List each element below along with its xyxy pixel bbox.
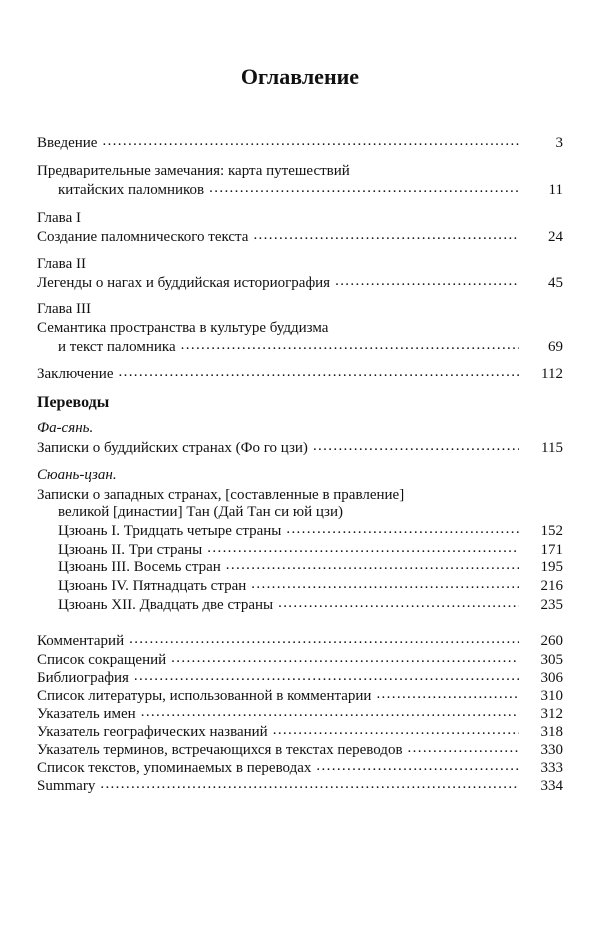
dot-leader xyxy=(316,757,519,776)
dot-leader xyxy=(278,594,519,613)
dot-leader xyxy=(100,775,519,794)
dot-leader xyxy=(226,556,519,575)
toc-entry-label: Заключение xyxy=(37,366,114,382)
author-faxian: Фа-сянь. xyxy=(37,420,94,436)
toc-entry-label: Введение xyxy=(37,135,98,151)
dot-leader xyxy=(209,179,519,198)
toc-entry-page: 216 xyxy=(540,578,563,594)
toc-entry-label: Цзюань II. Три страны xyxy=(58,542,203,558)
dot-leader xyxy=(141,703,519,722)
toc-entry-label: Summary xyxy=(37,778,96,794)
author-xuanzang: Сюань-цзан. xyxy=(37,467,117,483)
toc-entry-juan[interactable] xyxy=(58,596,563,615)
toc-entry-ch3[interactable] xyxy=(58,338,563,357)
toc-entry-label: Цзюань IV. Пятнадцать стран xyxy=(58,578,247,594)
chapter-heading-1: Глава I xyxy=(37,210,81,226)
dot-leader xyxy=(119,363,520,382)
toc-entry-back[interactable] xyxy=(37,777,563,796)
toc-entry-page: 318 xyxy=(540,724,563,740)
dot-leader xyxy=(134,667,519,686)
toc-entry-ch3-line1: Семантика пространства в культуре буддизма xyxy=(37,320,329,336)
toc-entry-page: 152 xyxy=(540,523,563,539)
chapter-heading-2: Глава II xyxy=(37,256,86,272)
dot-leader xyxy=(181,336,519,355)
toc-entry-label: китайских паломников xyxy=(58,182,205,198)
toc-entry-page: 330 xyxy=(540,742,563,758)
toc-entry-page: 112 xyxy=(541,366,563,382)
toc-entry-label: Комментарий xyxy=(37,633,125,649)
toc-entry-page: 195 xyxy=(540,559,563,575)
toc-entry-page: 305 xyxy=(540,652,563,668)
toc-entry-page: 24 xyxy=(548,229,563,245)
toc-entry-conclusion[interactable] xyxy=(37,365,563,384)
toc-entry-page: 260 xyxy=(540,633,563,649)
toc-entry-page: 3 xyxy=(555,135,563,151)
toc-entry-label: Цзюань I. Тридцать четыре страны xyxy=(58,523,282,539)
toc-entry-page: 115 xyxy=(541,440,563,456)
dot-leader xyxy=(102,132,519,151)
toc-entry-ch2[interactable] xyxy=(37,274,563,293)
dot-leader xyxy=(408,739,519,758)
toc-entry-faxian[interactable] xyxy=(37,439,563,458)
toc-entry-label: Легенды о нагах и буддийская историография xyxy=(37,275,331,291)
dot-leader xyxy=(376,685,519,704)
toc-entry-label: Указатель терминов, встречающихся в текстах переводов xyxy=(37,742,403,758)
xuanzang-title-line2: великой [династии] Тан (Дай Тан си юй цзи) xyxy=(58,504,344,520)
toc-entry-page: 334 xyxy=(540,778,563,794)
toc-entry-label: Цзюань XII. Двадцать две страны xyxy=(58,597,274,613)
section-heading-translations: Переводы xyxy=(37,394,110,411)
toc-entry-page: 171 xyxy=(540,542,563,558)
toc-entry-page: 45 xyxy=(548,275,563,291)
toc-entry-label: Цзюань III. Восемь стран xyxy=(58,559,221,575)
toc-entry-page: 235 xyxy=(540,597,563,613)
toc-entry-page: 333 xyxy=(540,760,563,776)
toc-entry-prelim-line1: Предварительные замечания: карта путешествий xyxy=(37,163,350,179)
dot-leader xyxy=(286,520,519,539)
toc-entry-label: Список сокращений xyxy=(37,652,167,668)
dot-leader xyxy=(251,575,519,594)
toc-entry-label: Указатель имен xyxy=(37,706,136,722)
toc-entry-label: Список текстов, упоминаемых в переводах xyxy=(37,760,312,776)
toc-entry-page: 69 xyxy=(548,339,563,355)
toc-entry-page: 312 xyxy=(540,706,563,722)
toc-entry-label: Список литературы, использованной в комментарии xyxy=(37,688,372,704)
toc-entry-label: Создание паломнического текста xyxy=(37,229,249,245)
toc-entry-intro[interactable] xyxy=(37,134,563,153)
dot-leader xyxy=(129,630,519,649)
dot-leader xyxy=(313,437,519,456)
toc-entry-page: 306 xyxy=(540,670,563,686)
toc-entry-label: и текст паломника xyxy=(58,339,176,355)
dot-leader xyxy=(335,272,519,291)
toc-entry-label: Указатель географических названий xyxy=(37,724,268,740)
toc-entry-page: 310 xyxy=(540,688,563,704)
toc-entry-page: 11 xyxy=(548,182,563,198)
chapter-heading-3: Глава III xyxy=(37,301,91,317)
dot-leader xyxy=(253,226,519,245)
page-title: Оглавление xyxy=(240,64,360,89)
xuanzang-title-line1: Записки о западных странах, [составленные в правление] xyxy=(37,487,405,503)
dot-leader xyxy=(171,649,519,668)
dot-leader xyxy=(273,721,519,740)
toc-entry-prelim[interactable] xyxy=(58,181,563,200)
toc-entry-ch1[interactable] xyxy=(37,228,563,247)
toc-entry-label: Библиография xyxy=(37,670,129,686)
toc-entry-label: Записки о буддийских странах (Фо го цзи) xyxy=(37,440,308,456)
